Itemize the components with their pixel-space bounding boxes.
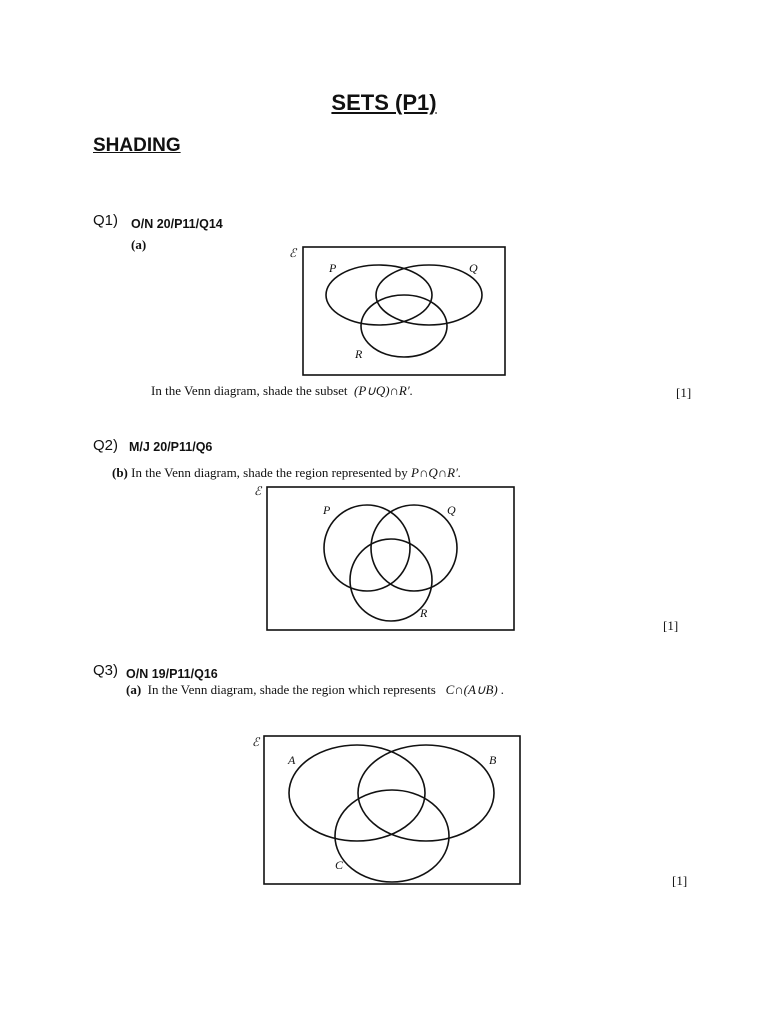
section-heading: SHADING — [93, 135, 181, 156]
question-part: (a) — [126, 682, 142, 697]
universal-set-label: ℰ — [252, 735, 260, 749]
question-part: (a) — [131, 237, 147, 252]
set-b-label: B — [489, 753, 497, 767]
set-c-label: C — [335, 858, 344, 872]
venn-diagram — [250, 482, 520, 634]
question-reference: O/N 20/P11/Q14 — [131, 217, 223, 231]
question-number: Q1) — [93, 212, 119, 229]
set-r-label: R — [420, 606, 428, 620]
set-expression: P∩Q∩R′. — [411, 465, 462, 480]
mark-allocation: [1] — [676, 385, 692, 400]
page-title: SETS (P1) — [331, 90, 437, 115]
set-r-label: R — [355, 347, 363, 361]
set-p-circle — [324, 505, 410, 591]
question-instruction — [151, 383, 413, 399]
question-number: Q3) — [93, 662, 119, 679]
set-q-circle — [371, 505, 457, 591]
question-reference: M/J 20/P11/Q6 — [129, 440, 213, 454]
venn-diagram — [285, 240, 515, 380]
set-p-ellipse — [326, 265, 432, 325]
set-p-label: P — [329, 261, 337, 275]
question-reference: O/N 19/P11/Q16 — [126, 667, 218, 681]
set-r-ellipse — [361, 295, 447, 357]
mark-allocation: [1] — [672, 873, 688, 888]
question-instruction — [112, 465, 461, 481]
instruction-text: In the Venn diagram, shade the subset — [151, 383, 348, 398]
set-q-label: Q — [469, 261, 478, 275]
set-expression: (P∪Q)∩R′. — [354, 383, 413, 398]
set-q-label: Q — [447, 503, 456, 517]
instruction-text: In the Venn diagram, shade the region which represents — [147, 682, 436, 697]
instruction-text: In the Venn diagram, shade the region represented by — [131, 465, 408, 480]
set-q-ellipse — [376, 265, 482, 325]
universal-set-label: ℰ — [254, 484, 262, 498]
question-part: (b) — [112, 465, 128, 480]
set-c-ellipse — [335, 790, 449, 882]
set-p-label: P — [323, 503, 331, 517]
question-number: Q2) — [93, 437, 119, 454]
question-instruction — [126, 682, 504, 698]
set-a-label: A — [288, 753, 296, 767]
set-expression: C∩(A∪B) . — [445, 682, 505, 697]
universal-set-rectangle — [267, 487, 514, 630]
mark-allocation: [1] — [663, 618, 679, 633]
set-b-ellipse — [358, 745, 494, 841]
universal-set-label: ℰ — [289, 246, 297, 260]
set-a-ellipse — [289, 745, 425, 841]
venn-diagram — [250, 733, 525, 888]
universal-set-rectangle — [264, 736, 520, 884]
